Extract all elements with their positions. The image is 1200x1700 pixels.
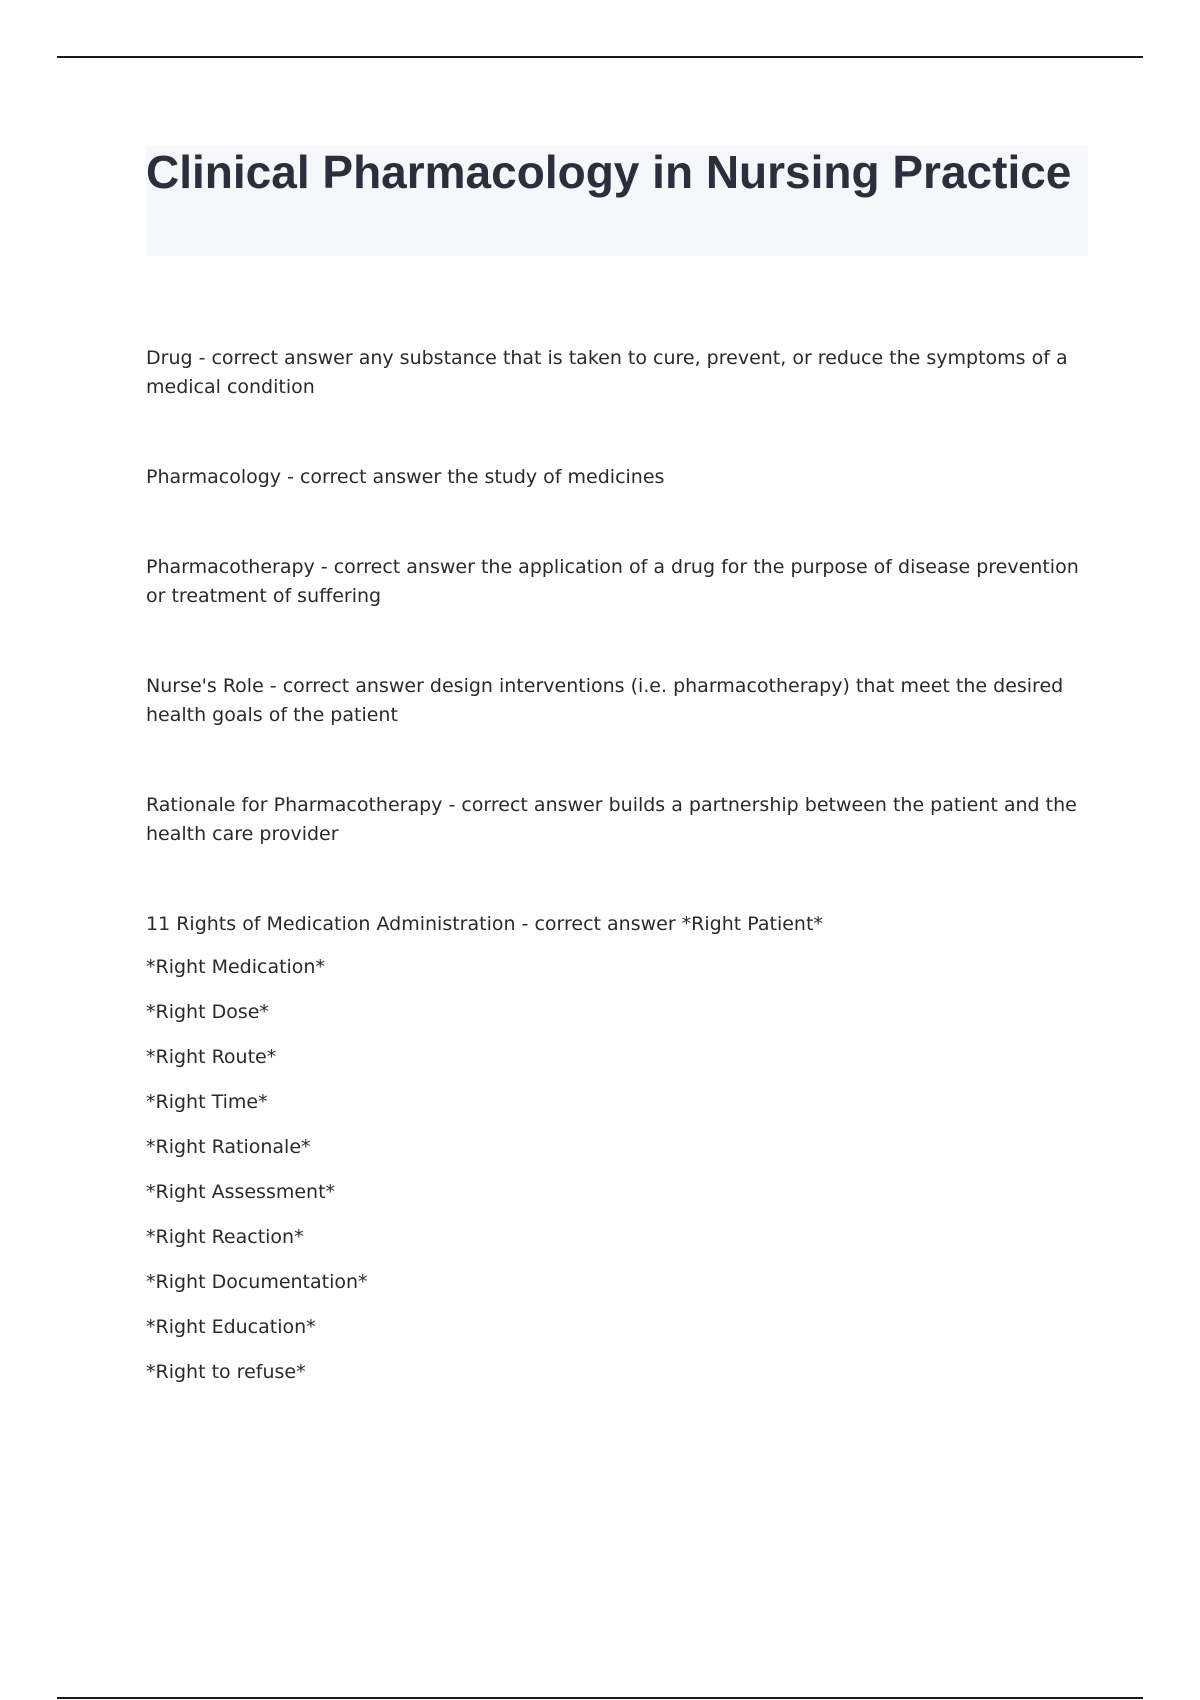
list-item: *Right Education* bbox=[146, 1316, 316, 1338]
list-item: *Right Route* bbox=[146, 1046, 277, 1068]
list-item: *Right Dose* bbox=[146, 1001, 269, 1023]
list-item: *Right Reaction* bbox=[146, 1226, 304, 1248]
entry-eleven-rights: 11 Rights of Medication Administration - correct answer *Right Patient* bbox=[146, 913, 823, 935]
document-body bbox=[146, 344, 1092, 1403]
list-item: *Right Medication* bbox=[146, 956, 325, 978]
rights-list bbox=[146, 953, 1092, 1387]
document-title: Clinical Pharmacology in Nursing Practice bbox=[146, 146, 1072, 198]
list-item: *Right Rationale* bbox=[146, 1136, 311, 1158]
header-rule bbox=[57, 56, 1143, 58]
entry-rationale: Rationale for Pharmacotherapy - correct answer builds a partnership between the patient and the health care provider bbox=[146, 794, 1077, 845]
entry-nurses-role: Nurse's Role - correct answer design interventions (i.e. pharmacotherapy) that meet the desired health goals of the patient bbox=[146, 675, 1064, 726]
entry-pharmacotherapy: Pharmacotherapy - correct answer the application of a drug for the purpose of disease prevention or treatment of suffering bbox=[146, 556, 1079, 607]
list-item: *Right Time* bbox=[146, 1091, 268, 1113]
list-item: *Right Documentation* bbox=[146, 1271, 368, 1293]
list-item: *Right Assessment* bbox=[146, 1181, 336, 1203]
list-item: *Right to refuse* bbox=[146, 1361, 306, 1383]
footer-rule bbox=[57, 1697, 1143, 1699]
entry-drug: Drug - correct answer any substance that is taken to cure, prevent, or reduce the symptoms of a medical condition bbox=[146, 347, 1068, 398]
entry-pharmacology: Pharmacology - correct answer the study of medicines bbox=[146, 466, 665, 488]
title-block bbox=[146, 146, 1088, 256]
